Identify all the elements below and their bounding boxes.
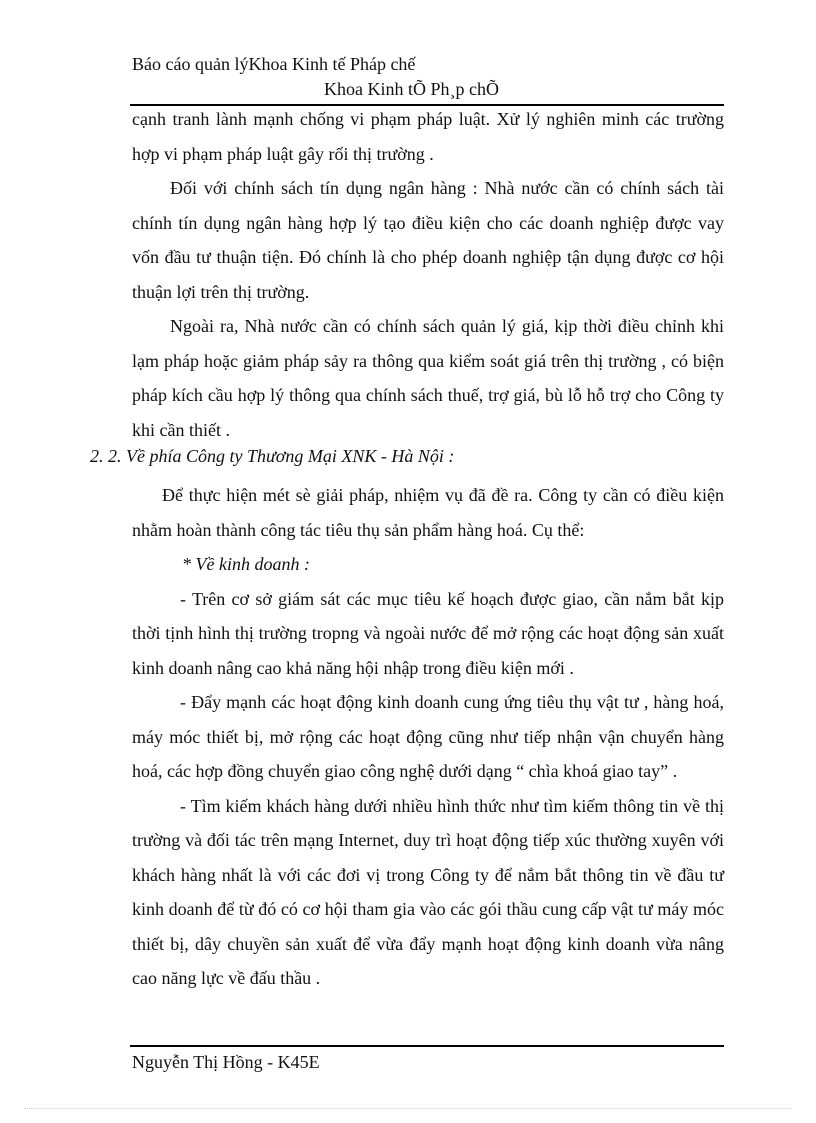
paragraph-credit-policy: Đối với chính sách tín dụng ngân hàng : Nhà nước cần có chính sách tài chính tín dụng ngân hàng hợp lý tạo điều kiện cho các doanh nghiệp được vay vốn đầu tư thuận tiện. Đó chính là cho phép doanh nghiệp tận dụng được cơ hội thuận lợi trên thị trường. xyxy=(132,178,724,302)
sub-heading-business: * Về kinh doanh : xyxy=(182,554,310,574)
paragraph-competition: cạnh tranh lành mạnh chống vi phạm pháp luật. Xử lý nghiên minh các trường hợp vi phạm pháp luật gây rối thị trường . xyxy=(132,109,724,164)
page-bottom-edge xyxy=(24,1108,792,1109)
bullet-item: - Tìm kiếm khách hàng dưới nhiều hình thức như tìm kiếm thông tin về thị trường và đối tác trên mạng Internet, duy trì hoạt động tiếp xúc thường xuyên với khách hàng nhất là với các đơi vị trong Công ty để nắm bắt thông tin về đầu tư kinh doanh để từ đó có cơ hội tham gia vào các gói thầu cung cấp vật tư máy móc thiết bị, dây chuyền sản xuất để vừa đẩy mạnh hoạt động kinh doanh vừa nâng cao năng lực về đấu thầu . xyxy=(132,795,724,988)
footer-author: Nguyễn Thị Hồng - K45E xyxy=(132,1052,320,1072)
paragraph-intro: Để thực hiện mét sè giải pháp, nhiệm vụ đã đề ra. Công ty cần có điều kiện nhằm hoàn thành công tác tiêu thụ sản phẩm hàng hoá. Cụ thể: xyxy=(132,485,724,540)
body-section-top xyxy=(132,102,724,447)
section-heading: 2. 2. Về phía Công ty Thương Mại XNK - Hà Nội : xyxy=(90,446,455,466)
body-section-company xyxy=(132,478,724,996)
footer-divider xyxy=(130,1045,724,1047)
paragraph-price-policy: Ngoài ra, Nhà nước cần có chính sách quản lý giá, kịp thời điều chỉnh khi lạm pháp hoặc giảm pháp sảy ra thông qua kiểm soát giá trên thị trường , có biện pháp kích cầu hợp lý thông qua chính sách thuế, trợ giá, bù lỗ hỗ trợ cho Công ty khi cần thiết . xyxy=(132,316,724,440)
header-subtitle: Khoa Kinh tÕ Ph¸p chÕ xyxy=(324,79,499,99)
bullet-item: - Trên cơ sở giám sát các mục tiêu kế hoạch được giao, cần nắm bắt kịp thời tịnh hình thị trường tropng và ngoài nước để mở rộng các hoạt động sản xuất kinh doanh nâng cao khả năng hội nhập trong điều kiện mới . xyxy=(132,588,724,678)
bullet-item: - Đẩy mạnh các hoạt động kinh doanh cung ứng tiêu thụ vật tư , hàng hoá, máy móc thiết bị, mở rộng các hoạt động cũng như tiếp nhận vận chuyển hàng hoá, các hợp đồng chuyển giao công nghệ dưới dạng “ chìa khoá giao tay” . xyxy=(132,692,724,781)
header-title: Báo cáo quản lýKhoa Kinh tế Pháp chế xyxy=(132,54,416,74)
